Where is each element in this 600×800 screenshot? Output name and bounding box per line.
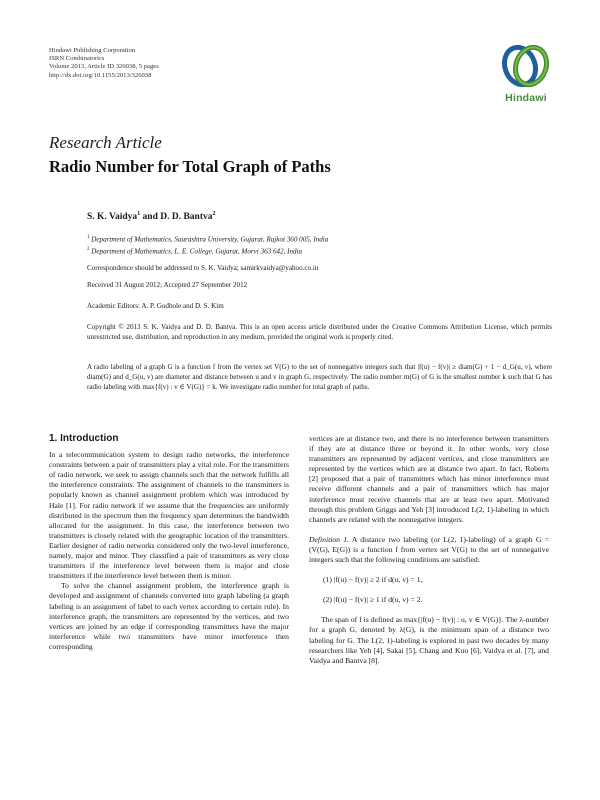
affiliations <box>87 233 552 257</box>
correspondence: Correspondence should be addressed to S. K. Vaidya; samirkvaidya@yahoo.co.in <box>87 264 319 272</box>
received-dates: Received 31 August 2012; Accepted 27 September 2012 <box>87 281 248 289</box>
condition-2: (2) |f(u) − f(v)| ≥ 1 if d(u, v) = 2. <box>323 595 423 605</box>
journal-meta <box>49 47 159 80</box>
affiliation-1-text: Department of Mathematics, Saurashtra University, Gujarat, Rajkot 360 005, India <box>91 235 329 244</box>
right-column <box>309 434 549 666</box>
hindawi-rings-icon <box>493 42 559 92</box>
academic-editors: Academic Editors: A. P. Godbole and D. S. Kim <box>87 302 224 310</box>
author-1: S. K. Vaidya <box>87 212 138 223</box>
definition-label: Definition 1. <box>309 534 349 544</box>
intro-paragraph-4: The span of f is defined as max{|f(u) − f(v)| : u, v ∈ V(G)}. The λ-number for a graph G, denoted by λ(G), is the minimum span of a distance two labeling for G. The L(2, 1)-labeling is explored in past two decades by many researchers like Yeh [4], Sakai [5], Chang and Kuo [6], Vaidya et al. [7], and Vaidya and Bantva [8]. <box>309 615 549 665</box>
authors-line <box>87 211 216 222</box>
page-title: Radio Number for Total Graph of Paths <box>49 157 331 176</box>
hindawi-logo <box>493 42 559 104</box>
article-type: Research Article <box>49 133 162 152</box>
logo-wordmark: Hindawi <box>505 92 547 104</box>
copyright-notice: Copyright © 2013 S. K. Vaidya and D. D. Bantva. This is an open access article distributed under the Creative Commons Attribution License, which permits unrestricted use, distribution, and reproduction in any medium, provided the original work is properly cited. <box>87 323 552 341</box>
author-1-affil: 1 <box>137 211 141 217</box>
section-heading: 1. Introduction <box>49 433 119 444</box>
journal-line: ISRN Combinatorics <box>49 55 105 63</box>
volume-line: Volume 2013, Article ID 326038, 5 pages <box>49 63 159 71</box>
left-column <box>49 434 289 652</box>
intro-paragraph-3: vertices are at distance two, and there is no interference between transmitters if they are at distance three or beyond it. In other words, very close transmitters are represented by adjacent vertices, and close transmitters are represented by the vertices which are at distance two apart. In fact, Roberts [2] proposed that a pair of transmitters which has minor interference must receive different channels and a pair of transmitters which has major interference must receive channels that are at least two apart. Motivated through this problem Griggs and Yeh [3] introduced L(2, 1)-labeling in which channels are related with the nonnegative integers. <box>309 434 549 524</box>
affiliation-1 <box>87 233 552 245</box>
affiliation-1-num: 1 <box>87 235 90 240</box>
affiliation-2-num: 2 <box>87 247 90 253</box>
author-2-affil: 2 <box>212 211 216 217</box>
publisher-line: Hindawi Publishing Corporation <box>49 47 136 54</box>
affiliation-2 <box>87 245 552 257</box>
definition-1 <box>309 535 549 565</box>
intro-paragraph-2: To solve the channel assignment problem, the interference graph is developed and assignment of channels converted into graph labeling (a graph labeling is an assignment of label to each vertex according to certain rule). In interference graph, the transmitters are represented by the vertices, and two vertices are joined by an edge if corresponding transmitters have the major interference while two transmitters have minor interference then corresponding <box>49 581 289 651</box>
condition-1: (1) |f(u) − f(v)| ≥ 2 if d(u, v) = 1, <box>323 575 423 585</box>
intro-paragraph-1: In a telecommunication system to design radio networks, the interference constraints between a pair of transmitters play a vital role. For the transmitters of radio network, we seek to assign channels such that the network fulfills all the interference constraints. The assignment of channels to the transmitters is popularly known as channel assignment problem which was introduced by Hale [1]. For radio network if we assume that the frequencies are uniformly distributed in the spectrum then the frequency span determines the bandwidth allocated for the assignment. In this case, the interference between two transmitters is closely related with the geographic location of the transmitters. Earlier designer of radio networks considered only the two-level interference, namely, major and minor. They classified a pair of transmitters as very close transmitters if the interference level between them is major and close transmitters if the interference level between them is minor. <box>49 450 289 581</box>
affiliation-2-text: Department of Mathematics, L. E. College, Gujarat, Morvi 363 642, India <box>91 247 303 256</box>
definition-text: A distance two labeling (or L(2, 1)-labeling) of a graph G = (V(G), E(G)) is a function f from vertex set V(G) to the set of nonnegative integers such that the following conditions are satisfied: <box>309 534 549 565</box>
author-separator: and <box>140 212 161 223</box>
abstract: A radio labeling of a graph G is a function f from the vertex set V(G) to the set of nonnegative integers such that |f(u) − f(v)| ≥ diam(G) + 1 − d_G(u, v), where diam(G) and d_G(u, v) are diameter and distance between u and v in graph G, respectively. The radio number rn(G) of G is the smallest number k such that G has radio labeling with max{f(v) : v ∈ V(G)} = k. We investigate radio number for total graph of paths. <box>87 363 552 391</box>
author-2: D. D. Bantva <box>160 212 213 223</box>
doi-link[interactable]: http://dx.doi.org/10.1155/2013/326038 <box>49 71 152 79</box>
